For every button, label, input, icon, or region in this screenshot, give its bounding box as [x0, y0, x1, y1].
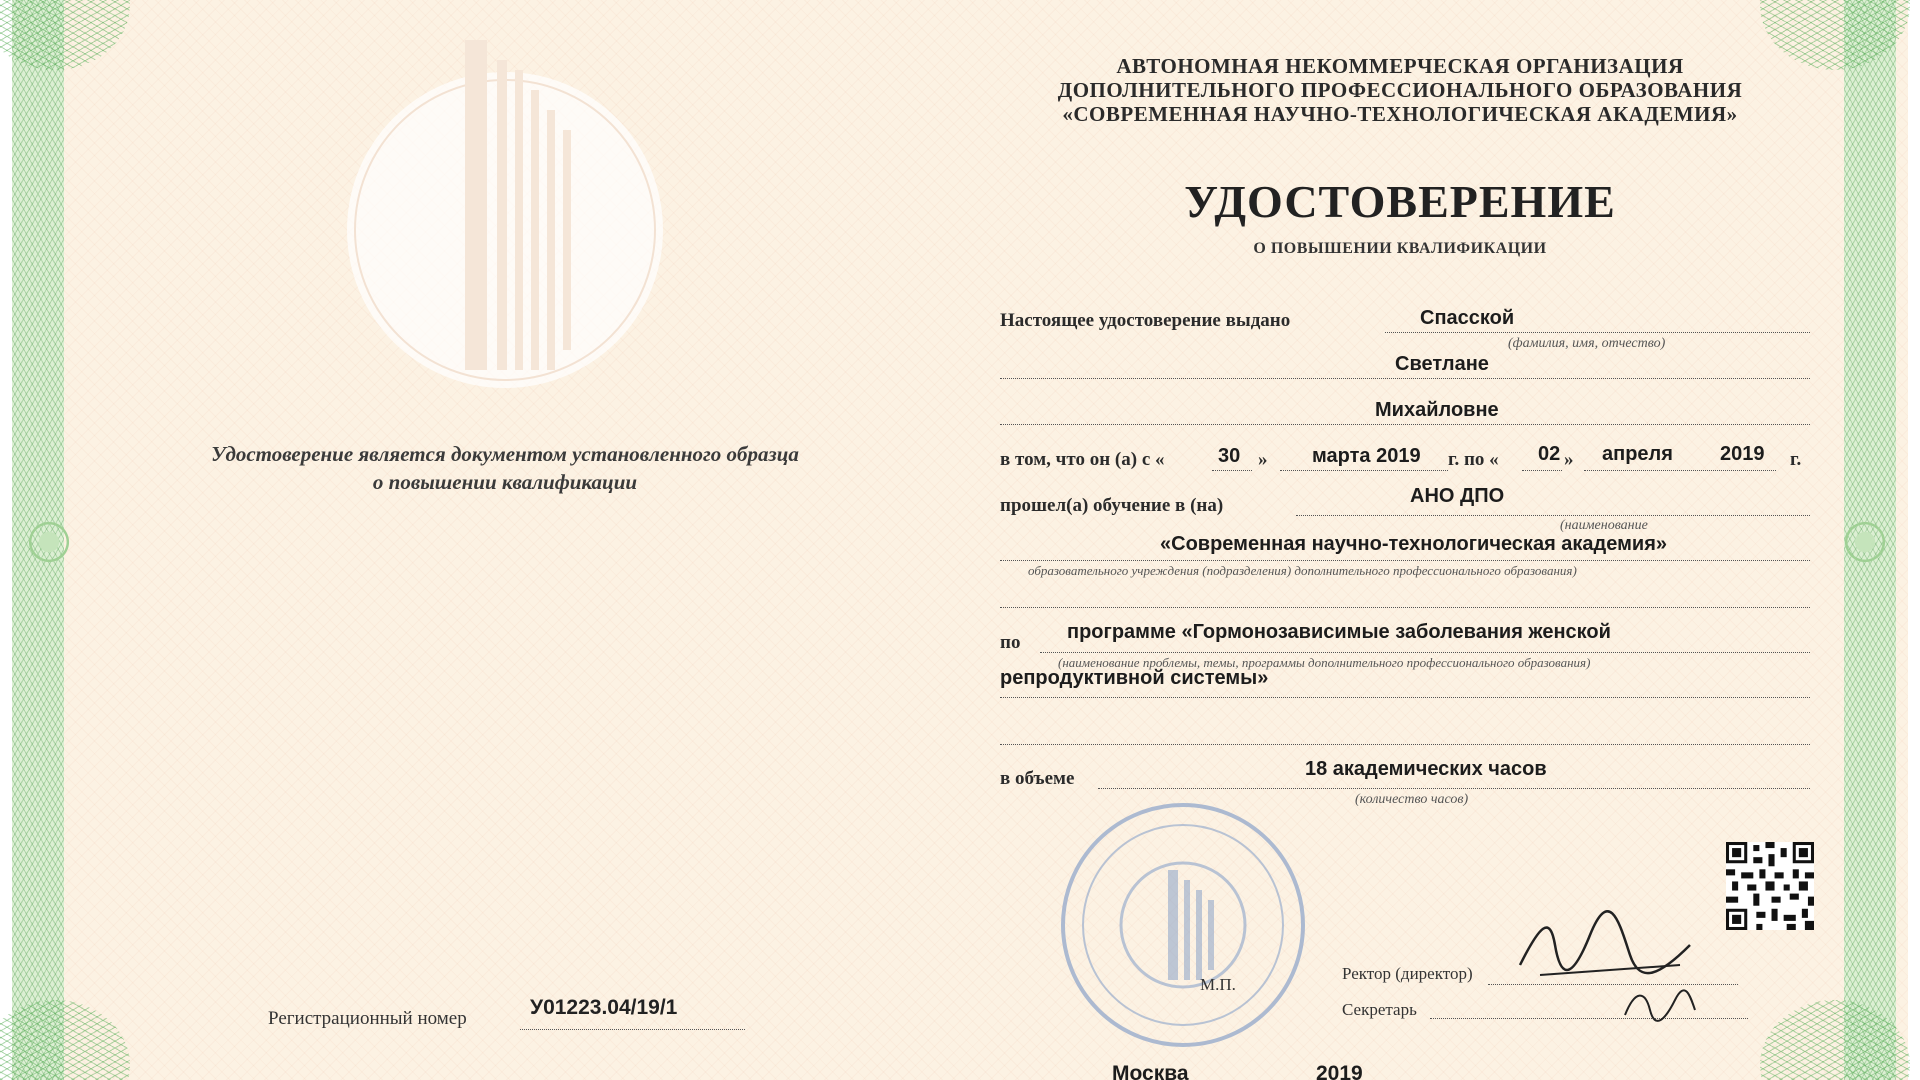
to-day: 02	[1538, 443, 1561, 465]
right-edge	[1908, 0, 1920, 1080]
from-day: 30	[1218, 445, 1241, 467]
program-line3	[1000, 744, 1810, 745]
left-note-line2: о повышении квалификации	[372, 470, 638, 494]
recipient-surname: Спасской	[1420, 307, 1515, 329]
to-year: 2019	[1720, 443, 1765, 465]
to-day-quote: »	[1564, 449, 1574, 470]
to-month-line	[1584, 470, 1776, 471]
name-hint: (фамилия, имя, отчество)	[1508, 336, 1666, 351]
institution-line1	[1296, 515, 1810, 516]
institution-value-line1: АНО ДПО	[1410, 485, 1505, 507]
issue-city: Москва	[1112, 1062, 1189, 1080]
left-note	[140, 440, 870, 496]
secretary-signature-line	[1430, 1018, 1748, 1019]
volume-value: 18 академических часов	[1305, 758, 1547, 780]
surname-line	[1385, 332, 1810, 333]
recipient-first-name: Светлане	[1395, 353, 1489, 375]
patronymic-line	[1000, 424, 1810, 425]
seal-place-label: М.П.	[1200, 975, 1236, 994]
issue-year: 2019	[1316, 1062, 1363, 1080]
document-title: УДОСТОВЕРЕНИЕ	[1184, 176, 1616, 227]
issued-label: Настоящее удостоверение выдано	[1000, 310, 1291, 331]
volume-label: в объеме	[1000, 768, 1075, 789]
left-note-line1: Удостоверение является документом установленного образца	[211, 442, 799, 466]
to-month: апреля	[1602, 443, 1673, 465]
organization-name	[990, 54, 1810, 126]
from-month-year: марта 2019	[1312, 445, 1421, 467]
document-subtitle: О ПОВЫШЕНИИ КВАЛИФИКАЦИИ	[1253, 240, 1547, 257]
program-value-line1: программе «Гормонозависимые заболевания женской	[1067, 621, 1611, 643]
program-line1	[1040, 652, 1810, 653]
rector-signature	[1510, 905, 1700, 995]
year-suffix: г.	[1790, 449, 1802, 470]
institution-label: прошел(а) обучение в (на)	[1000, 495, 1224, 516]
program-hint: (наименование проблемы, темы, программы дополнительного профессионального образования)	[1058, 655, 1591, 670]
org-line1: АВТОНОМНАЯ НЕКОММЕРЧЕСКАЯ ОРГАНИЗАЦИЯ	[1116, 54, 1684, 78]
registration-number: У01223.04/19/1	[520, 993, 745, 1030]
academy-emblem-watermark	[345, 30, 665, 400]
institution-line3	[1000, 607, 1810, 608]
program-label: по	[1000, 632, 1021, 653]
secretary-signature	[1620, 985, 1700, 1025]
volume-hint: (количество часов)	[1355, 792, 1469, 807]
from-day-line	[1212, 470, 1252, 471]
institution-line2	[1000, 560, 1810, 561]
left-edge	[0, 0, 12, 1080]
institution-hint1: (наименование	[1560, 518, 1648, 533]
from-month-line	[1280, 470, 1448, 471]
bottom-left-corner-ornament	[0, 1000, 130, 1080]
institution-hint2: образовательного учреждения (подразделения) дополнительного профессионального образования)	[1028, 563, 1577, 578]
top-left-corner-ornament	[0, 0, 130, 70]
program-value-line2: репродуктивной системы»	[1000, 667, 1269, 689]
period-to-label: г. по «	[1448, 449, 1499, 470]
rector-label: Ректор (директор)	[1342, 964, 1473, 983]
program-line2	[1000, 697, 1810, 698]
period-start-label: в том, что он (а) с «	[1000, 449, 1165, 470]
left-rosette	[14, 507, 84, 577]
recipient-patronymic: Михайловне	[1375, 399, 1499, 421]
first-name-line	[1000, 378, 1810, 379]
official-stamp	[1058, 800, 1308, 1050]
org-line2: ДОПОЛНИТЕЛЬНОГО ПРОФЕССИОНАЛЬНОГО ОБРАЗОВАНИЯ	[1057, 78, 1743, 102]
qr-code	[1726, 842, 1814, 930]
registration-label: Регистрационный номер	[268, 1008, 467, 1029]
volume-line	[1098, 788, 1810, 789]
institution-value-line2: «Современная научно-технологическая академия»	[1160, 533, 1667, 555]
right-rosette	[1830, 507, 1900, 577]
secretary-label: Секретарь	[1342, 1000, 1417, 1019]
to-day-line	[1522, 470, 1562, 471]
org-line3: «СОВРЕМЕННАЯ НАУЧНО-ТЕХНОЛОГИЧЕСКАЯ АКАДЕМИЯ»	[1062, 102, 1738, 126]
from-day-quote: »	[1258, 449, 1268, 470]
